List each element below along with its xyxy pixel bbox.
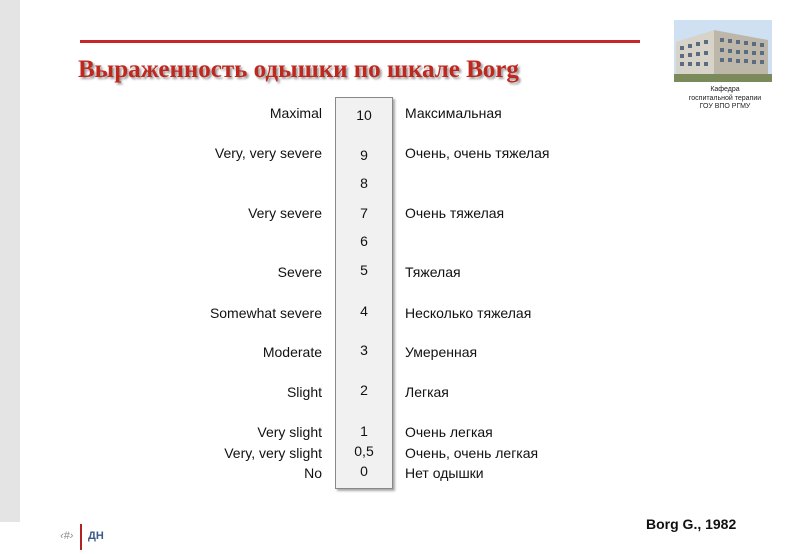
scale-value-8: 8 bbox=[360, 175, 368, 191]
footer-divider bbox=[80, 524, 82, 550]
footer-initials: ДН bbox=[88, 530, 104, 542]
scale-en-4: Somewhat severe bbox=[209, 305, 322, 321]
building-icon bbox=[674, 20, 772, 82]
scale-value-1: 1 bbox=[360, 423, 368, 439]
scale-value-0: 0 bbox=[360, 463, 368, 479]
department-line-2: госпитальной терапии bbox=[688, 94, 762, 102]
scale-ru-0: Нет одышки bbox=[405, 465, 484, 481]
scale-ru-3: Умеренная bbox=[405, 344, 478, 360]
scale-ru-0-5: Очень, очень легкая bbox=[405, 445, 539, 461]
scale-en-10: Maximal bbox=[269, 105, 322, 121]
scale-ru-7: Очень тяжелая bbox=[405, 205, 505, 221]
slide-number: ‹#› bbox=[60, 530, 74, 542]
department-label bbox=[660, 86, 790, 112]
scale-value-2: 2 bbox=[360, 382, 368, 398]
scale-ru-10: Максимальная bbox=[405, 105, 502, 121]
title-rule bbox=[80, 40, 640, 43]
scale-value-10: 10 bbox=[356, 107, 372, 123]
scale-en-2: Slight bbox=[286, 384, 322, 400]
citation: Borg G., 1982 bbox=[646, 516, 737, 532]
slide-title: Выраженность одышки по шкале Borg bbox=[78, 56, 519, 83]
left-side-bar bbox=[0, 0, 20, 522]
scale-ru-2: Легкая bbox=[405, 384, 449, 400]
scale-ru-4: Несколько тяжелая bbox=[405, 305, 532, 321]
scale-en-5: Severe bbox=[277, 264, 322, 280]
scale-ru-5: Тяжелая bbox=[405, 264, 461, 280]
scale-ru-9: Очень, очень тяжелая bbox=[405, 145, 550, 161]
scale-value-5: 5 bbox=[360, 262, 368, 278]
scale-value-0-5: 0,5 bbox=[354, 443, 374, 459]
scale-en-0-5: Very, very slight bbox=[224, 445, 322, 461]
scale-ru-1: Очень легкая bbox=[405, 424, 493, 440]
scale-value-4: 4 bbox=[360, 303, 368, 319]
scale-en-0: No bbox=[304, 465, 322, 481]
scale-value-7: 7 bbox=[360, 205, 368, 221]
scale-en-9: Very, very severe bbox=[214, 145, 322, 161]
scale-en-3: Moderate bbox=[262, 344, 322, 360]
department-line-3: ГОУ ВПО РГМУ bbox=[699, 103, 751, 110]
scale-value-6: 6 bbox=[360, 233, 368, 249]
scale-value-3: 3 bbox=[360, 342, 368, 358]
scale-en-7: Very severe bbox=[248, 205, 322, 221]
scale-value-9: 9 bbox=[360, 147, 368, 163]
scale-en-1: Very slight bbox=[257, 424, 322, 440]
department-line-1: Кафедра bbox=[710, 86, 740, 93]
